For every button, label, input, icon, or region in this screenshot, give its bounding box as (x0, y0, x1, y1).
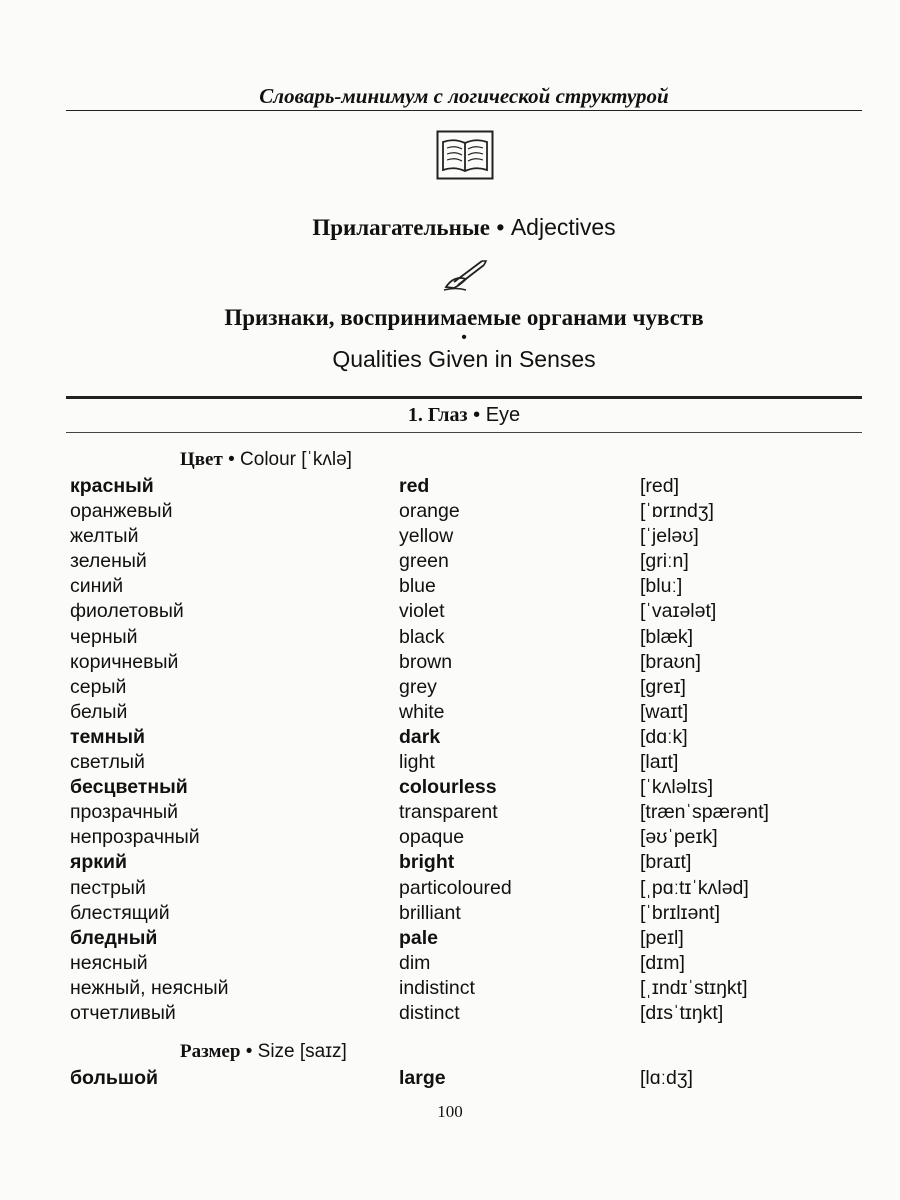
word-ru: прозрачный (70, 801, 179, 824)
word-ru: черный (70, 625, 138, 648)
word-en: green (399, 550, 449, 573)
word-ru: красный (70, 475, 154, 497)
table-row (0, 650, 900, 675)
word-ru: светлый (70, 751, 145, 774)
word-ru: коричневый (70, 650, 179, 673)
word-en: violet (399, 600, 445, 623)
subhead-size-ru: Размер (180, 1041, 241, 1062)
word-transcription: [ˈbrɪlɪənt] (640, 901, 720, 924)
section-title-en: Adjectives (510, 214, 616, 240)
word-ru: непрозрачный (70, 826, 200, 849)
word-en: grey (399, 675, 437, 698)
table-row (0, 524, 900, 549)
topic-title-en: Eye (485, 404, 521, 426)
word-ru: неясный (70, 951, 148, 974)
word-transcription: [əʊˈpeɪk] (640, 826, 718, 849)
table-row (0, 474, 900, 499)
table-row (0, 625, 900, 650)
section-title (66, 214, 862, 241)
colour-word-list (0, 474, 900, 1026)
word-ru: бледный (70, 926, 158, 949)
section-separator: • (496, 214, 505, 240)
table-row (0, 800, 900, 825)
table-row (0, 901, 900, 926)
word-transcription: [peɪl] (640, 926, 684, 949)
word-en: indistinct (399, 976, 475, 999)
word-transcription: [laɪt] (640, 751, 679, 774)
word-ru: нежный, неясный (70, 976, 229, 999)
subhead-colour-en: Colour [ˈkʌlə] (240, 449, 352, 470)
subsection-title-en: Qualities Given in Senses (332, 346, 596, 372)
word-ru: оранжевый (70, 500, 173, 523)
word-en: yellow (399, 525, 454, 548)
table-row (0, 876, 900, 901)
subhead-colour (180, 449, 352, 471)
subhead-colour-ru: Цвет (180, 449, 223, 470)
word-transcription: [ˈɒrɪndʒ] (640, 500, 714, 523)
table-row (0, 574, 900, 599)
word-transcription: [ˈvaɪələt] (640, 600, 717, 623)
topic-title-ru: 1. Глаз (407, 404, 468, 426)
topic-rule-bottom (66, 432, 862, 433)
word-en: blue (399, 575, 436, 598)
table-row (0, 825, 900, 850)
word-en: opaque (399, 826, 465, 849)
word-en: brown (399, 650, 453, 673)
word-ru: яркий (70, 851, 128, 874)
word-transcription: [ˈjeləʊ] (640, 525, 699, 548)
word-ru: большой (70, 1067, 158, 1089)
word-transcription: [bluː] (640, 575, 683, 598)
topic-heading (66, 404, 862, 427)
word-transcription: [griːn] (640, 550, 689, 573)
word-ru: пестрый (70, 876, 146, 899)
topic-rule-top (66, 396, 862, 399)
word-ru: отчетливый (70, 1001, 176, 1024)
word-ru: белый (70, 700, 128, 723)
word-transcription: [red] (640, 475, 680, 497)
size-word-list (0, 1066, 900, 1091)
word-en: particoloured (399, 876, 512, 899)
table-row (0, 599, 900, 624)
table-row (0, 499, 900, 524)
word-transcription: [trænˈspærənt] (640, 801, 769, 824)
word-en: distinct (399, 1001, 460, 1024)
word-transcription: [dɪsˈtɪŋkt] (640, 1001, 724, 1024)
word-transcription: [ˈkʌləlɪs] (640, 776, 714, 799)
word-transcription: [braʊn] (640, 650, 701, 673)
word-en: dark (399, 725, 441, 748)
word-en: light (399, 751, 435, 774)
table-row (0, 700, 900, 725)
word-transcription: [ˌpɑːtɪˈkʌləd] (640, 876, 749, 899)
table-row (0, 951, 900, 976)
running-head-rule (66, 110, 862, 111)
table-row (0, 775, 900, 800)
page-number: 100 (437, 1102, 463, 1121)
word-en: orange (399, 500, 460, 523)
word-transcription: [lɑːdʒ] (640, 1067, 693, 1089)
word-en: brilliant (399, 901, 461, 924)
subhead-colour-separator: • (228, 449, 235, 470)
table-row (0, 675, 900, 700)
table-row (0, 725, 900, 750)
word-en: transparent (399, 801, 498, 824)
topic-separator: • (473, 404, 481, 426)
table-row (0, 850, 900, 875)
word-transcription: [greɪ] (640, 675, 686, 698)
word-ru: зеленый (70, 550, 147, 573)
table-row (0, 549, 900, 574)
running-head: Словарь-минимум с логической структурой (259, 84, 669, 108)
word-ru: серый (70, 675, 127, 698)
table-row (0, 926, 900, 951)
subhead-size-en: Size [saɪz] (257, 1041, 347, 1062)
word-transcription: [blæk] (640, 625, 694, 648)
word-en: pale (399, 926, 439, 949)
word-ru: синий (70, 575, 124, 598)
subsection-title-ru: Признаки, воспринимаемые органами чувств (224, 305, 704, 330)
word-transcription: [dɪm] (640, 951, 685, 974)
section-title-ru: Прилагательные (312, 215, 490, 240)
table-row (0, 750, 900, 775)
word-en: large (399, 1067, 446, 1089)
word-ru: желтый (70, 525, 139, 548)
word-ru: блестящий (70, 901, 170, 924)
word-en: black (399, 625, 445, 648)
word-en: red (399, 475, 430, 497)
word-en: white (399, 700, 445, 723)
table-row (0, 1066, 900, 1091)
word-ru: темный (70, 725, 145, 748)
word-transcription: [braɪt] (640, 851, 692, 874)
word-transcription: [waɪt] (640, 700, 689, 723)
table-row (0, 1001, 900, 1026)
word-ru: фиолетовый (70, 600, 184, 623)
subhead-size (180, 1041, 347, 1063)
book-icon (436, 130, 494, 180)
pen-icon (440, 257, 488, 293)
word-transcription: [ˌɪndɪˈstɪŋkt] (640, 976, 748, 999)
table-row (0, 976, 900, 1001)
subhead-size-separator: • (245, 1041, 253, 1062)
subsection-separator: • (461, 329, 467, 346)
word-en: dim (399, 951, 431, 974)
word-ru: бесцветный (70, 776, 188, 799)
word-en: colourless (399, 776, 497, 799)
word-en: bright (399, 851, 455, 874)
word-transcription: [dɑːk] (640, 725, 688, 748)
